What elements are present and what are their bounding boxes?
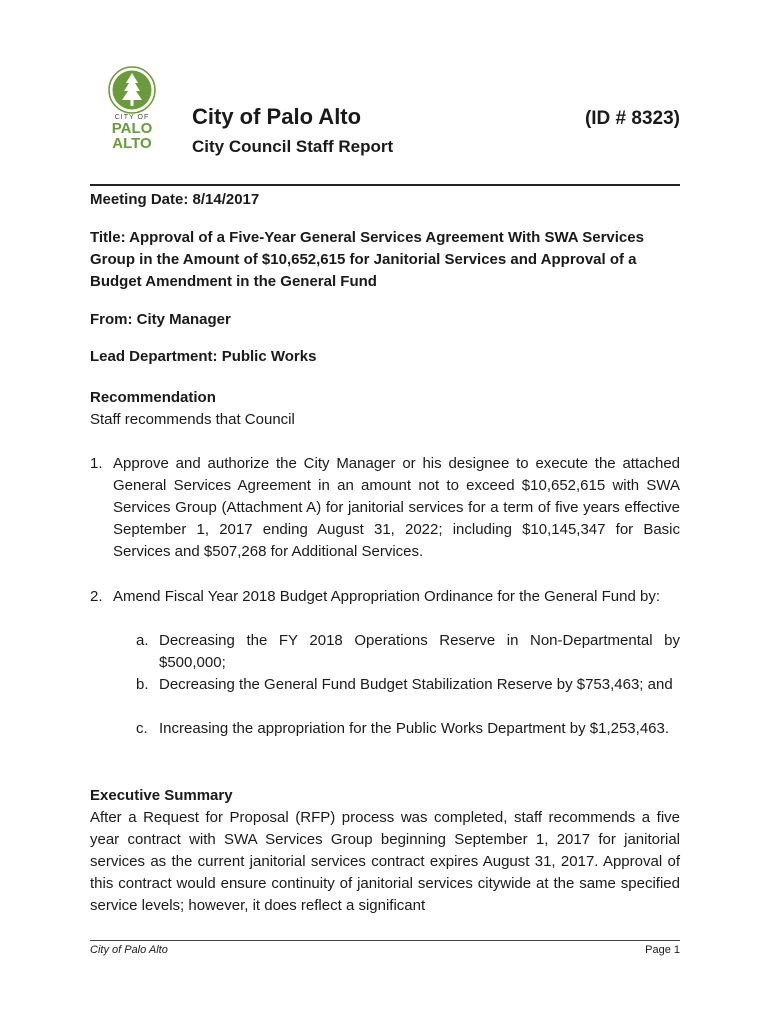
recommendation-subitem-c: Increasing the appropriation for the Public Works Department by $1,253,463. [159, 720, 670, 737]
list-number-1: 1. [90, 455, 103, 472]
page-subtitle: City Council Staff Report [192, 137, 394, 156]
list-number-2: 2. [90, 588, 103, 605]
meeting-date: Meeting Date: 8/14/2017 [90, 191, 260, 208]
logo-line-city-of: CITY OF [114, 114, 150, 121]
sublist-letter-b: b. [136, 676, 149, 693]
logo-line-alto: ALTO [112, 135, 152, 152]
recommendation-item-2: Amend Fiscal Year 2018 Budget Appropriation Ordinance for the General Fund by: [113, 588, 661, 605]
report-id: (ID # 8323) [584, 108, 680, 129]
header-divider [90, 184, 680, 186]
recommendation-heading: Recommendation [90, 389, 216, 406]
logo-wordmark [104, 114, 160, 151]
sublist-letter-a: a. [136, 632, 149, 649]
footer-org-name: City of Palo Alto [90, 944, 168, 956]
recommendation-intro: Staff recommends that Council [90, 411, 295, 428]
sublist-letter-c: c. [136, 720, 148, 737]
footer-divider [90, 940, 680, 941]
logo-line-palo: PALO [111, 120, 153, 137]
executive-summary-heading: Executive Summary [90, 787, 233, 804]
recommendation-subitem-a: Decreasing the FY 2018 Operations Reserve in Non-Departmental by $500,000; [159, 632, 680, 671]
from-line: From: City Manager [90, 311, 231, 328]
recommendation-subitem-b: Decreasing the General Fund Budget Stabilization Reserve by $753,463; and [159, 676, 673, 693]
lead-department: Lead Department: Public Works [90, 348, 317, 365]
recommendation-item-1: Approve and authorize the City Manager or his designee to execute the attached General Services Agreement in an amount not to exceed $10,652,615 with SWA Services Group (Attachment A) for janitorial services for a term of five years effective September 1, 2017 ending August 31, 2022; including $10,145,347 for Basic Services and $507,268 for Additional Services. [113, 455, 680, 560]
page-title: City of Palo Alto [192, 104, 362, 129]
footer-page-number: Page 1 [645, 944, 680, 956]
executive-summary-text: After a Request for Proposal (RFP) process was completed, staff recommends a five year contract with SWA Services Group beginning September 1, 2017 for janitorial services as the current janitorial services contract expires August 31, 2017. Approval of this contract would ensure continuity of janitorial services citywide at the same specified service levels; however, it does reflect a significant [90, 809, 680, 914]
report-title: Title: Approval of a Five-Year General Services Agreement With SWA Services Group in the Amount of $10,652,615 for Janitorial Services and Approval of a Budget Amendment in the General Fund [90, 229, 644, 290]
